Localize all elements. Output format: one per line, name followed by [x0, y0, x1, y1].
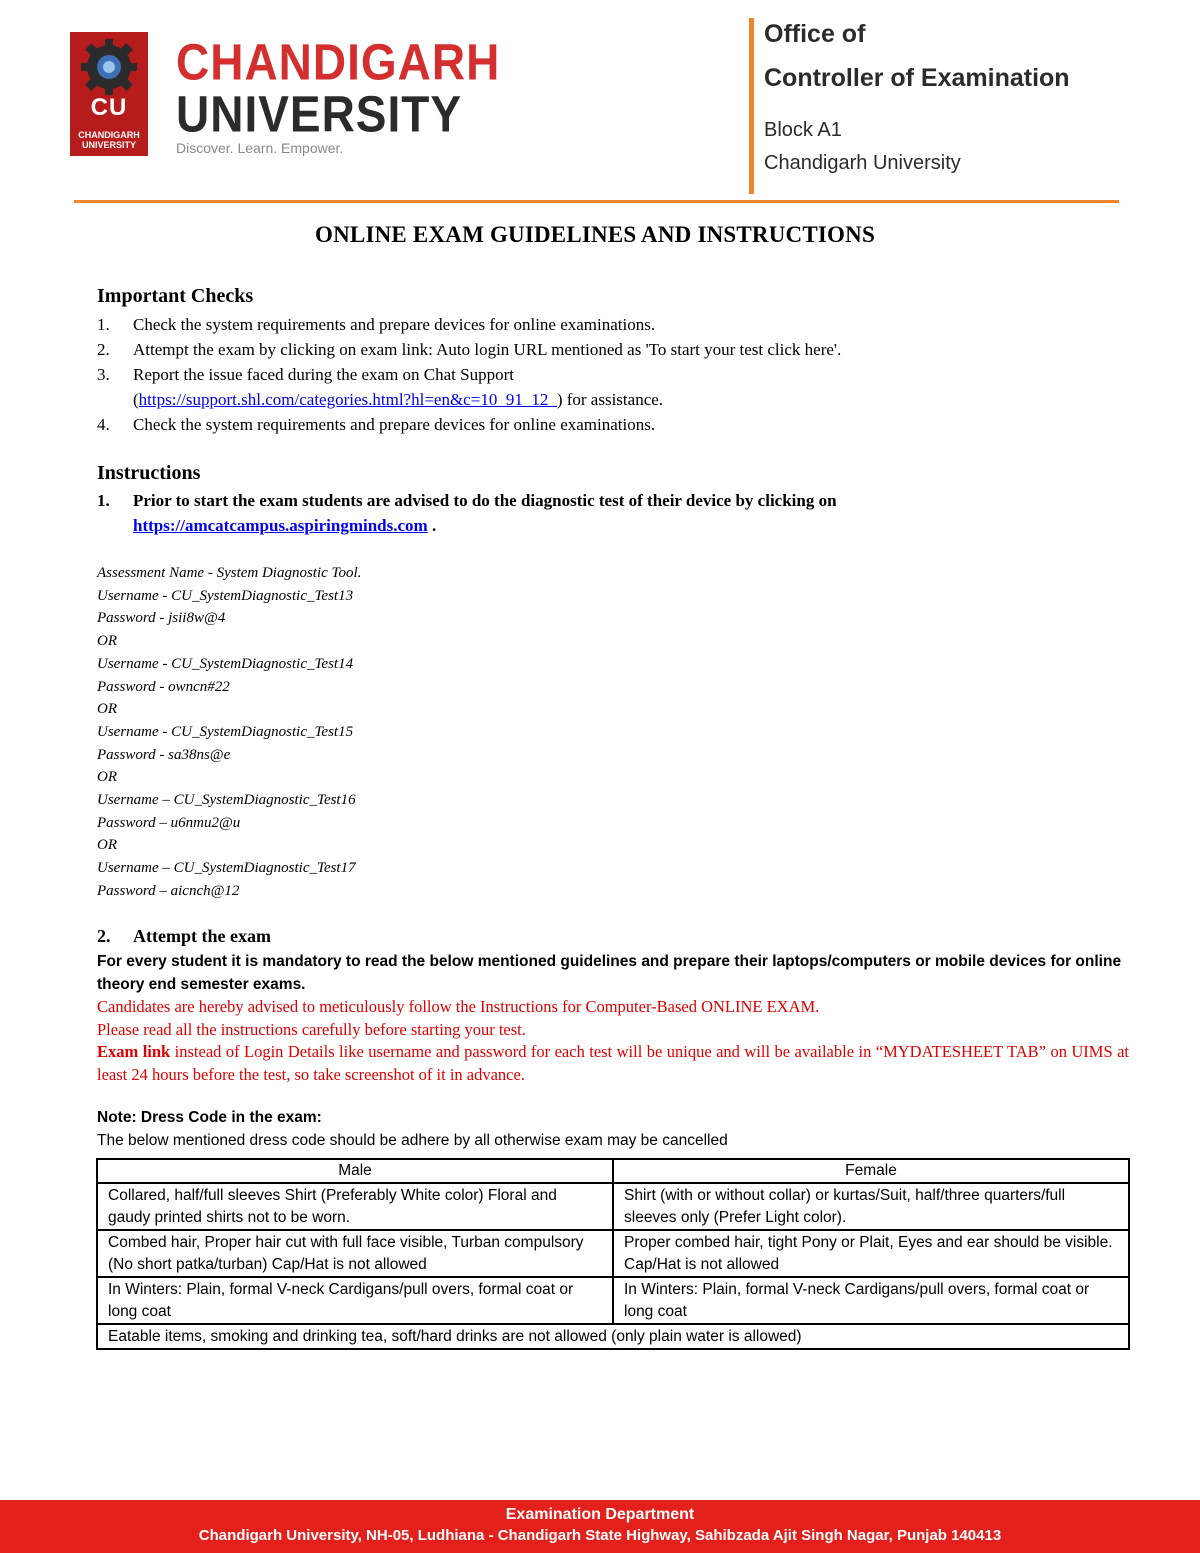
credential-line: OR	[97, 837, 117, 854]
dress-code-heading: Note: Dress Code in the exam:	[97, 1109, 322, 1126]
list-item: 4. Check the system requirements and prepare devices for online examinations.	[97, 415, 656, 434]
credential-line: Password - owncn#22	[97, 678, 230, 695]
credential-line: Username - CU_SystemDiagnostic_Test14	[97, 655, 354, 672]
important-checks-list	[0, 312, 1140, 437]
page-title: ONLINE EXAM GUIDELINES AND INSTRUCTIONS	[315, 222, 875, 247]
header-horizontal-divider	[74, 200, 1119, 203]
credential-line: Password - jsii8w@4	[97, 610, 226, 627]
table-row	[97, 1324, 1129, 1349]
exam-link-label: Exam link	[97, 1042, 171, 1061]
column-header-male: Male	[97, 1159, 613, 1183]
credential-line: Username - CU_SystemDiagnostic_Test13	[97, 587, 354, 604]
credential-line: Username – CU_SystemDiagnostic_Test16	[97, 792, 356, 809]
table-cell: In Winters: Plain, formal V-neck Cardigans/pull overs, formal coat or long coat	[613, 1277, 1129, 1324]
credential-line: Username - CU_SystemDiagnostic_Test15	[97, 723, 354, 740]
diagnostic-test-link[interactable]: https://amcatcampus.aspiringminds.com	[133, 516, 428, 535]
page-footer	[0, 1500, 1200, 1553]
credential-line: Password – aicnch@12	[97, 882, 240, 899]
alert-line2: Please read all the instructions carefully before starting your test.	[97, 1020, 526, 1039]
table-cell: Combed hair, Proper hair cut with full face visible, Turban compulsory (No short patka/turban) Cap/Hat is not allowed	[97, 1230, 613, 1277]
footer-address: Chandigarh University, NH-05, Ludhiana - Chandigarh State Highway, Sahibzada Ajit Singh Nagar, Punjab 140413	[198, 1527, 1002, 1544]
header-vertical-divider	[749, 18, 754, 194]
instruction-item1-text: Prior to start the exam students are advised to do the diagnostic test of their device by clicking on	[133, 491, 837, 510]
table-row	[97, 1183, 1129, 1230]
table-row	[97, 1277, 1129, 1324]
brand-tagline: Discover. Learn. Empower.	[176, 140, 344, 156]
table-row	[97, 1230, 1129, 1277]
list-item: 1. Check the system requirements and prepare devices for online examinations.	[97, 315, 656, 334]
dress-code-table	[96, 1158, 1130, 1350]
column-header-female: Female	[613, 1159, 1129, 1183]
alert-line1: Candidates are hereby advised to meticulously follow the Instructions for Computer-Based ONLINE EXAM.	[97, 997, 820, 1016]
credential-line: Username – CU_SystemDiagnostic_Test17	[97, 860, 356, 877]
alert-line3: Exam link instead of Login Details like username and password for each test will be unique and will be available in “MYDATESHEET TAB” on UIMS at least 24 hours before the test, so take screenshot of it in advance.	[97, 1042, 1129, 1084]
instructions-heading: Instructions	[97, 462, 201, 484]
credential-line: Password - sa38ns@e	[97, 746, 231, 763]
diagnostic-credentials	[97, 562, 361, 903]
credential-line: OR	[97, 769, 117, 786]
table-cell: Proper combed hair, tight Pony or Plait, Eyes and ear should be visible. Cap/Hat is not allowed	[613, 1230, 1129, 1277]
list-item: 3. Report the issue faced during the exam on Chat Support (https://support.shl.com/categories.html?hl=en&c=10_91_12_) for assistance.	[97, 365, 664, 409]
table-cell: Shirt (with or without collar) or kurtas/Suit, half/three quarters/full sleeves only (Prefer Light color).	[613, 1183, 1129, 1230]
university-logo	[70, 32, 148, 156]
important-checks-heading: Important Checks	[97, 285, 254, 307]
credential-line: OR	[97, 633, 117, 650]
logo-subtext: CHANDIGARH UNIVERSITY	[78, 130, 140, 150]
table-cell: Eatable items, smoking and drinking tea, soft/hard drinks are not allowed (only plain water is allowed)	[97, 1324, 1129, 1349]
brand-name-line1: CHANDIGARH	[176, 33, 501, 91]
table-cell: In Winters: Plain, formal V-neck Cardigans/pull overs, formal coat or long coat	[97, 1277, 613, 1324]
brand-name-line2: UNIVERSITY	[176, 85, 463, 143]
office-line3: Block A1	[764, 119, 842, 141]
office-line4: Chandigarh University	[764, 152, 961, 174]
credential-line: OR	[97, 701, 117, 718]
table-cell: Collared, half/full sleeves Shirt (Preferably White color) Floral and gaudy printed shirts not to be worn.	[97, 1183, 613, 1230]
office-line1: Office of	[764, 20, 866, 48]
credential-line: Assessment Name - System Diagnostic Tool.	[97, 565, 362, 581]
logo-cu-text: CU	[90, 94, 128, 121]
attempt-exam-num: 2.	[97, 926, 111, 946]
instruction-item1: Prior to start the exam students are advised to do the diagnostic test of their device by clicking on https://amcatcampus.aspiringminds.com .	[133, 488, 1133, 538]
attempt-exam-mandatory-text: For every student it is mandatory to read the below mentioned guidelines and prepare their laptops/computers or mobile devices for online theory end semester exams.	[97, 953, 1122, 993]
office-line2: Controller of Examination	[764, 64, 1070, 92]
support-chat-link[interactable]: https://support.shl.com/categories.html?hl=en&c=10_91_12_	[138, 390, 557, 409]
list-item: 2. Attempt the exam by clicking on exam link: Auto login URL mentioned as 'To start your test click here'.	[97, 340, 842, 359]
instruction-item1-num: 1.	[97, 491, 110, 510]
credential-line: Password – u6nmu2@u	[97, 814, 241, 831]
dress-code-note: The below mentioned dress code should be adhere by all otherwise exam may be cancelled	[97, 1132, 728, 1149]
gear-emblem-icon	[76, 36, 142, 98]
footer-department: Examination Department	[505, 1506, 695, 1523]
attempt-exam-heading: Attempt the exam	[133, 926, 271, 946]
table-header-row	[97, 1159, 1129, 1183]
